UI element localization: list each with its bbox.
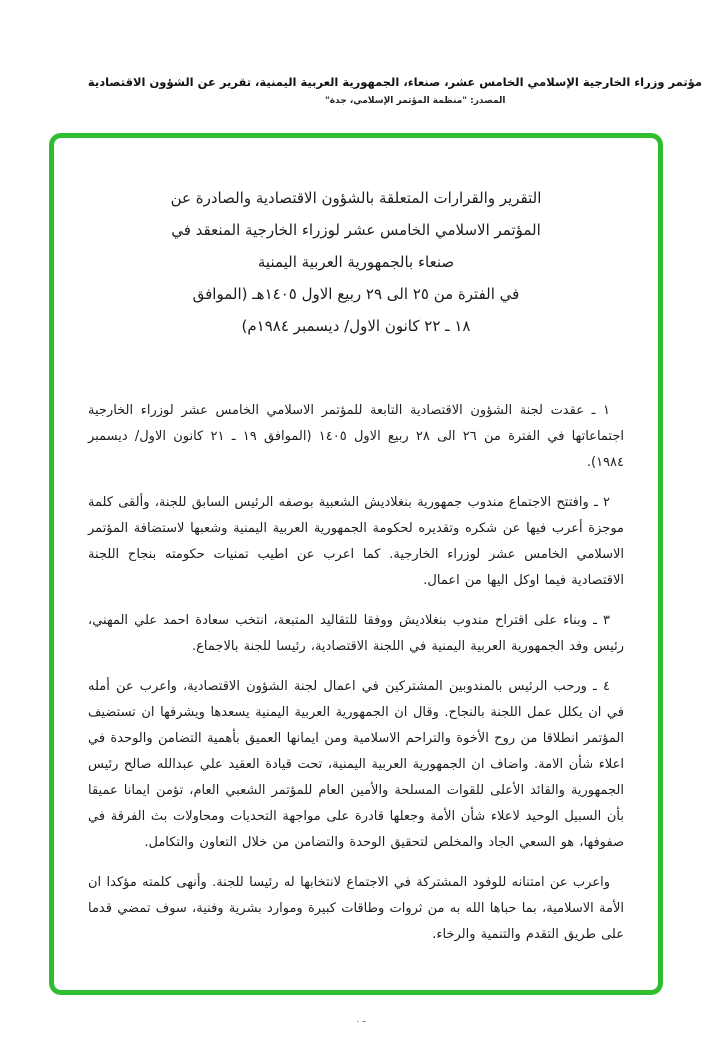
title-line: المؤتمر الاسلامي الخامس عشر لوزراء الخارجية المنعقد في bbox=[171, 221, 541, 239]
scanned-document-frame bbox=[49, 133, 663, 995]
paragraph-2: ٢ ـ وافتتح الاجتماع مندوب جمهورية بنغلاديش الشعبية بوصفه الرئيس السابق للجنة، وألقى كلمة موجزة أعرب فيها عن شكره وتقديره لحكومة الجمهورية العربية اليمنية وشعبها لاستضافة المؤتمر الاسلامي الخامس عشر لوزراء الخارجية. كما اعرب عن اطيب تمنيات حكومته بنجاح اللجنة الاقتصادية فيما اوكل اليها من اعمال. bbox=[88, 495, 624, 588]
title-line: التقرير والقرارات المتعلقة بالشؤون الاقتصادية والصادرة عن bbox=[170, 189, 542, 207]
title-line: ١٨ ـ ٢٢ كانون الاول/ ديسمبر ١٩٨٤م) bbox=[241, 317, 471, 335]
document-title-block bbox=[128, 182, 584, 342]
paragraph-3: ٣ ـ وبناء على اقتراح مندوب بنغلاديش ووفقا للتقاليد المتبعة، انتخب سعادة احمد علي المهني، رئيس وفد الجمهورية العربية اليمنية في اللجنة الاقتصادية، رئيسا للجنة بالاجماع. bbox=[88, 613, 624, 654]
header-source-line: المصدر: "منظمة المؤتمر الإسلامي، جدة" bbox=[325, 96, 506, 106]
scan-artifact-mark: ـ . bbox=[356, 1014, 366, 1025]
paragraph-4: ٤ ـ ورحب الرئيس بالمندوبين المشتركين في اعمال لجنة الشؤون الاقتصادية، واعرب عن أمله في ان يكلل عمل اللجنة بالنجاح. وقال ان الجمهورية العربية اليمنية يسعدها ويشرفها ان تستضيف المؤتمر انطلاقا من روح الأخوة والتراحم الاسلامية ومن ايمانها العميق بأهمية التضامن والوحدة في اعلاء شأن الامة. واضاف ان الجمهورية العربية اليمنية، تحت قيادة العقيد علي عبدالله صالح رئيس الجمهورية والقائد الأعلى للقوات المسلحة والأمين العام للمؤتمر الشعبي العام، تؤمن ايمانا عميقا بأن السبيل الوحيد لاعلاء شأن الأمة وجعلها قادرة على مواجهة التحديات ومحاولات بث الفرقة في صفوفها، هو السعي الجاد والمخلص لتحقيق الوحدة والتضامن من خلال التعاون والتكامل. bbox=[88, 679, 624, 850]
title-line: صنعاء بالجمهورية العربية اليمنية bbox=[257, 253, 455, 271]
header-title: مؤتمر وزراء الخارجية الإسلامي الخامس عشر، صنعاء، الجمهورية العربية اليمنية، تقرير عن الشؤون الاقتصادية bbox=[87, 75, 702, 89]
paragraph-1: ١ ـ عقدت لجنة الشؤون الاقتصادية التابعة للمؤتمر الاسلامي الخامس عشر لوزراء الخارجية اجتماعاتها في الفترة من ٢٦ الى ٢٨ ربيع الاول ١٤٠٥ (الموافق ١٩ ـ ٢١ كانون الاول/ ديسمبر ١٩٨٤). bbox=[88, 403, 624, 470]
paragraph-5: واعرب عن امتنانه للوفود المشتركة في الاجتماع لانتخابها له رئيسا للجنة. وأنهى كلمته مؤكدا ان الأمة الاسلامية، بما حباها الله به من ثروات وطاقات كبيرة وموارد بشرية وفنية، سوف تمضي قدما على طريق التقدم والتنمية والرخاء. bbox=[88, 875, 624, 942]
document-header bbox=[20, 74, 702, 108]
document-body bbox=[88, 398, 624, 948]
title-line: في الفترة من ٢٥ الى ٢٩ ربيع الاول ١٤٠٥هـ (الموافق bbox=[192, 285, 520, 303]
